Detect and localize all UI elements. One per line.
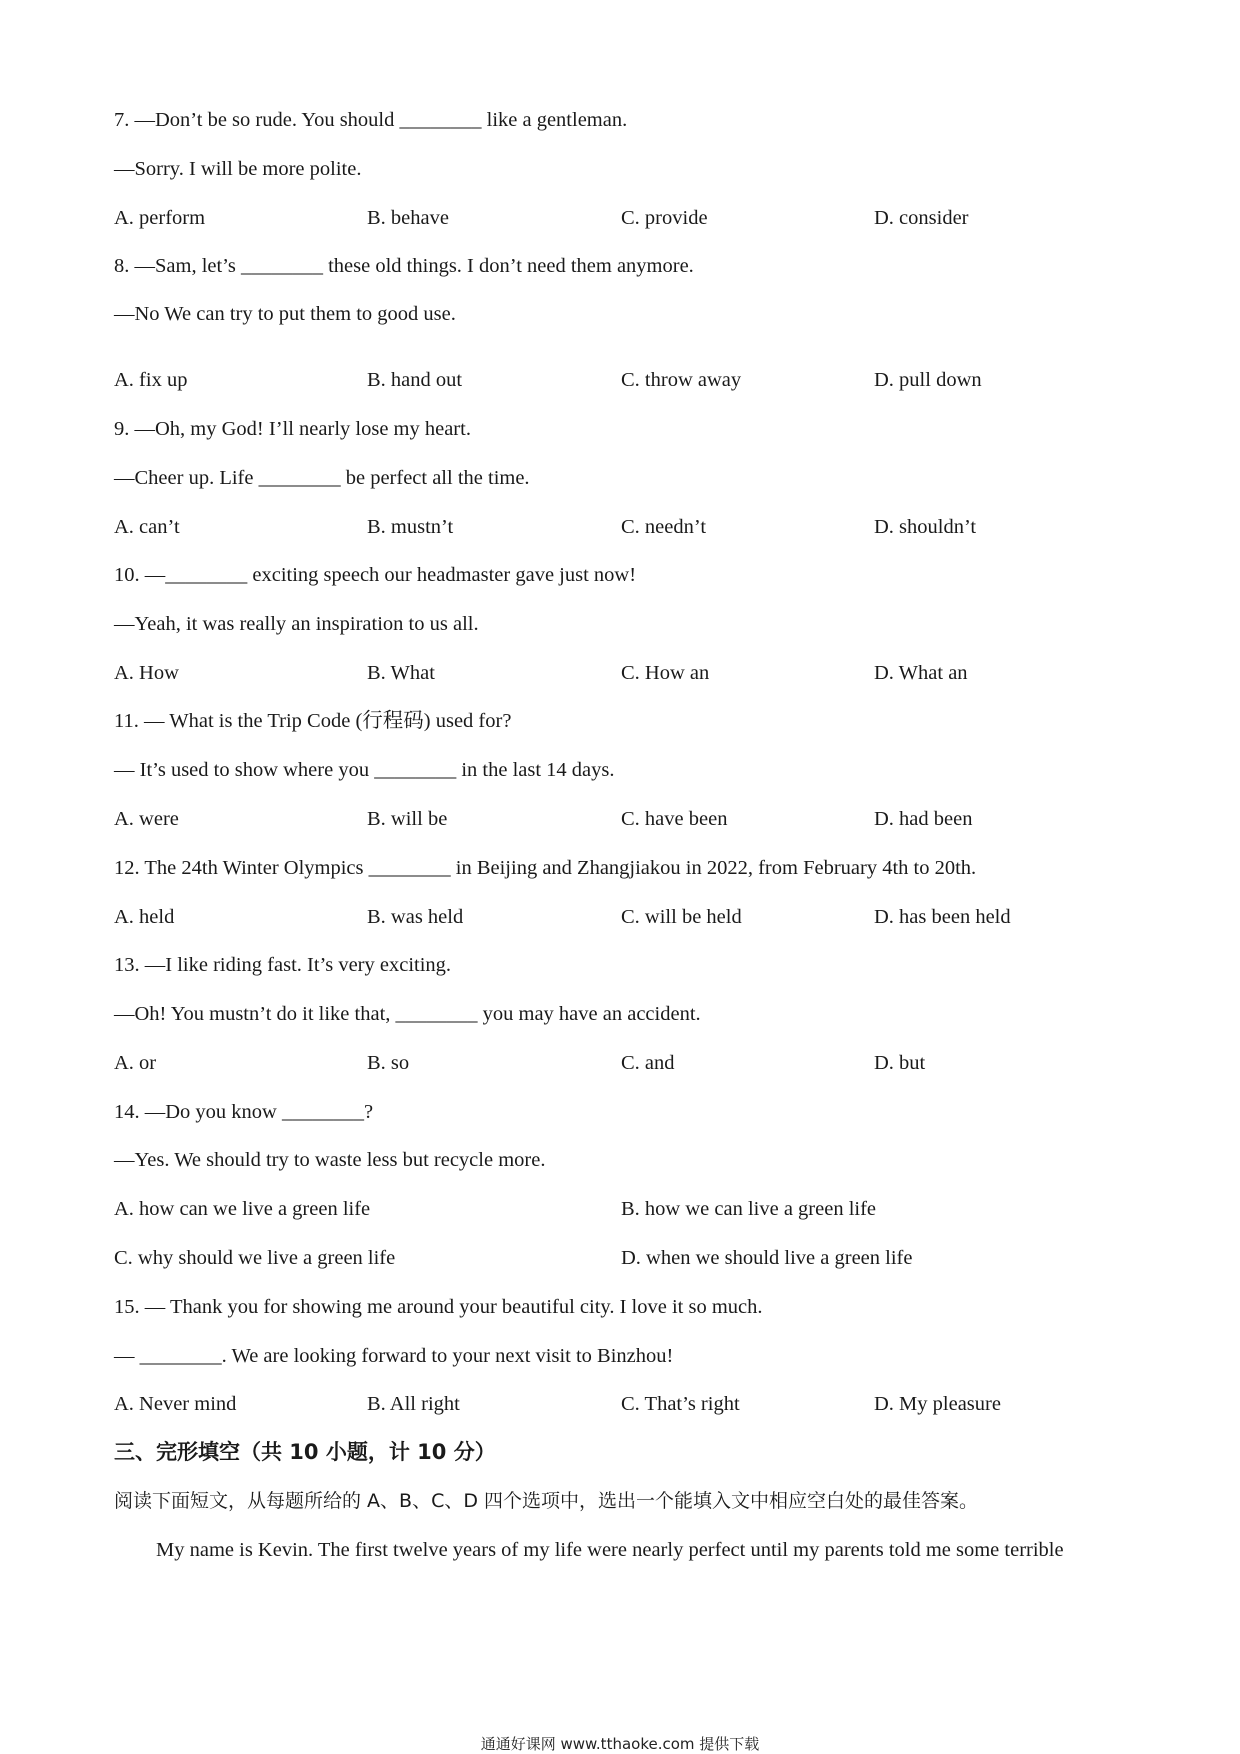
question-reply: —Cheer up. Life ________ be perfect all the time. (114, 467, 530, 489)
question-stem: 10. —________ exciting speech our headmaster gave just now! (114, 564, 637, 586)
option-c: C. That’s right (621, 1393, 740, 1415)
question-stem: 13. —I like riding fast. It’s very exciting. (114, 954, 452, 976)
option-a: A. held (114, 906, 175, 928)
option-a: A. fix up (114, 369, 188, 391)
option-a: A. can’t (114, 516, 180, 538)
question-reply: —No We can try to put them to good use. (114, 303, 456, 325)
option-b: B. mustn’t (367, 516, 454, 538)
question-stem: 15. — Thank you for showing me around your beautiful city. I love it so much. (114, 1296, 763, 1318)
option-c: C. why should we live a green life (114, 1247, 396, 1269)
section-instruction: 阅读下面短文，从每题所给的 A、B、C、D 四个选项中，选出一个能填入文中相应空白处的最佳答案。 (114, 1490, 979, 1512)
option-d: D. had been (874, 808, 973, 830)
question-reply: —Yeah, it was really an inspiration to us all. (114, 613, 479, 635)
question-stem: 9. —Oh, my God! I’ll nearly lose my heart. (114, 418, 471, 440)
option-c: C. and (621, 1052, 675, 1074)
option-b: B. will be (367, 808, 448, 830)
question-reply: —Sorry. I will be more polite. (114, 158, 362, 180)
footer-watermark: 通通好课网 www.tthaoke.com 提供下载 (480, 1735, 760, 1753)
option-b: B. how we can live a green life (621, 1198, 877, 1220)
option-d: D. What an (874, 662, 968, 684)
question-stem: 12. The 24th Winter Olympics ________ in Beijing and Zhangjiakou in 2022, from February 4th to 20th. (114, 857, 977, 879)
question-stem: 11. — What is the Trip Code (行程码) used for? (114, 710, 512, 732)
option-b: B. was held (367, 906, 464, 928)
option-c: C. provide (621, 207, 708, 229)
option-c: C. needn’t (621, 516, 707, 538)
option-d: D. but (874, 1052, 926, 1074)
option-b: B. What (367, 662, 435, 684)
option-c: C. throw away (621, 369, 742, 391)
passage-text: My name is Kevin. The first twelve years of my life were nearly perfect until my parents told me some terrible (156, 1539, 1064, 1561)
option-a: A. or (114, 1052, 157, 1074)
option-a: A. Never mind (114, 1393, 237, 1415)
option-d: D. when we should live a green life (621, 1247, 913, 1269)
question-reply: —Oh! You mustn’t do it like that, ________ you may have an accident. (114, 1003, 701, 1025)
option-d: D. pull down (874, 369, 982, 391)
question-stem: 7. —Don’t be so rude. You should ________ like a gentleman. (114, 109, 628, 131)
question-stem: 8. —Sam, let’s ________ these old things. I don’t need them anymore. (114, 255, 694, 277)
question-reply: — It’s used to show where you ________ in the last 14 days. (114, 759, 615, 781)
section-title: 三、完形填空（共 10 小题，计 10 分） (114, 1440, 496, 1464)
option-b: B. so (367, 1052, 410, 1074)
option-d: D. consider (874, 207, 969, 229)
question-stem: 14. —Do you know ________? (114, 1101, 374, 1123)
option-d: D. My pleasure (874, 1393, 1001, 1415)
option-a: A. were (114, 808, 179, 830)
option-d: D. has been held (874, 906, 1011, 928)
option-c: C. How an (621, 662, 710, 684)
option-b: B. hand out (367, 369, 463, 391)
option-c: C. have been (621, 808, 728, 830)
option-b: B. behave (367, 207, 449, 229)
option-a: A. perform (114, 207, 206, 229)
option-d: D. shouldn’t (874, 516, 977, 538)
question-reply: —Yes. We should try to waste less but recycle more. (114, 1149, 546, 1171)
option-a: A. How (114, 662, 179, 684)
option-a: A. how can we live a green life (114, 1198, 371, 1220)
option-c: C. will be held (621, 906, 742, 928)
option-b: B. All right (367, 1393, 460, 1415)
question-reply: — ________. We are looking forward to your next visit to Binzhou! (114, 1345, 674, 1367)
